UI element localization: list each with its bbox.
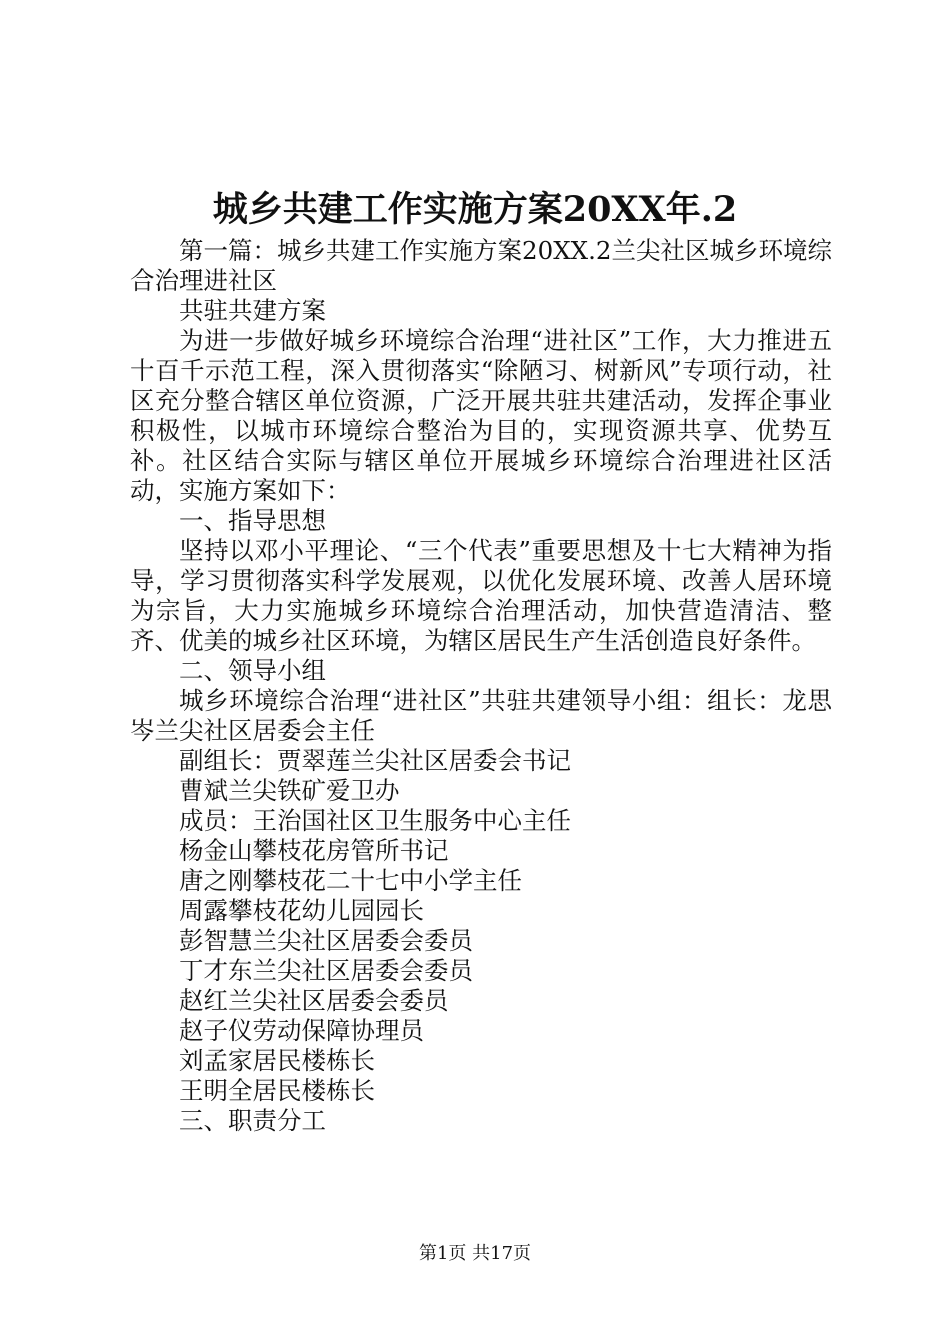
member-line: 成员：王治国社区卫生服务中心主任 — [179, 806, 571, 835]
document-title: 城乡共建工作实施方案20XX年.2 — [212, 189, 738, 230]
member-line: 杨金山攀枝花房管所书记 — [179, 836, 449, 865]
member-line: 曹斌兰尖铁矿爱卫办 — [179, 776, 400, 805]
member-line: 刘孟家居民楼栋长 — [179, 1046, 375, 1075]
paragraph-intro: 第一篇：城乡共建工作实施方案20XX.2兰尖社区城乡环境综合治理进社区 — [130, 236, 832, 295]
paragraph-purpose: 为进一步做好城乡环境综合治理“进社区”工作，大力推进五十百千示范工程，深入贯彻落实“除陋习、树新风”专项行动，社区充分整合辖区单位资源，广泛开展共驻共建活动，发挥企事业积极性，以城市环境综合整治为目的，实现资源共享、优势互补。社区结合实际与辖区单位开展城乡环境综合治理进社区活动，实施方案如下： — [130, 326, 832, 505]
member-line: 副组长：贾翠莲兰尖社区居委会书记 — [179, 746, 571, 775]
member-line: 周露攀枝花幼儿园园长 — [179, 896, 424, 925]
section-heading-guiding-thought: 一、指导思想 — [179, 506, 326, 535]
paragraph-leadership-group: 城乡环境综合治理“进社区”共驻共建领导小组：组长：龙思岑兰尖社区居委会主任 — [130, 686, 832, 745]
document-body — [130, 236, 832, 1136]
member-line: 唐之刚攀枝花二十七中小学主任 — [179, 866, 522, 895]
page-footer: 第1页 共17页 — [418, 1243, 532, 1264]
paragraph-guiding-thought: 坚持以邓小平理论、“三个代表”重要思想及十七大精神为指导，学习贯彻落实科学发展观，以优化发展环境、改善人居环境为宗旨，大力实施城乡环境综合治理活动，加快营造清洁、整齐、优美的城乡社区环境，为辖区居民生产生活创造良好条件。 — [130, 536, 832, 655]
paragraph-subtitle: 共驻共建方案 — [179, 296, 326, 325]
section-heading-leadership-group: 二、领导小组 — [179, 656, 326, 685]
member-line: 王明全居民楼栋长 — [179, 1076, 375, 1105]
member-line: 赵子仪劳动保障协理员 — [179, 1016, 424, 1045]
member-line: 丁才东兰尖社区居委会委员 — [179, 956, 473, 985]
member-line: 赵红兰尖社区居委会委员 — [179, 986, 449, 1015]
section-heading-responsibilities: 三、职责分工 — [179, 1106, 326, 1135]
member-line: 彭智慧兰尖社区居委会委员 — [179, 926, 473, 955]
